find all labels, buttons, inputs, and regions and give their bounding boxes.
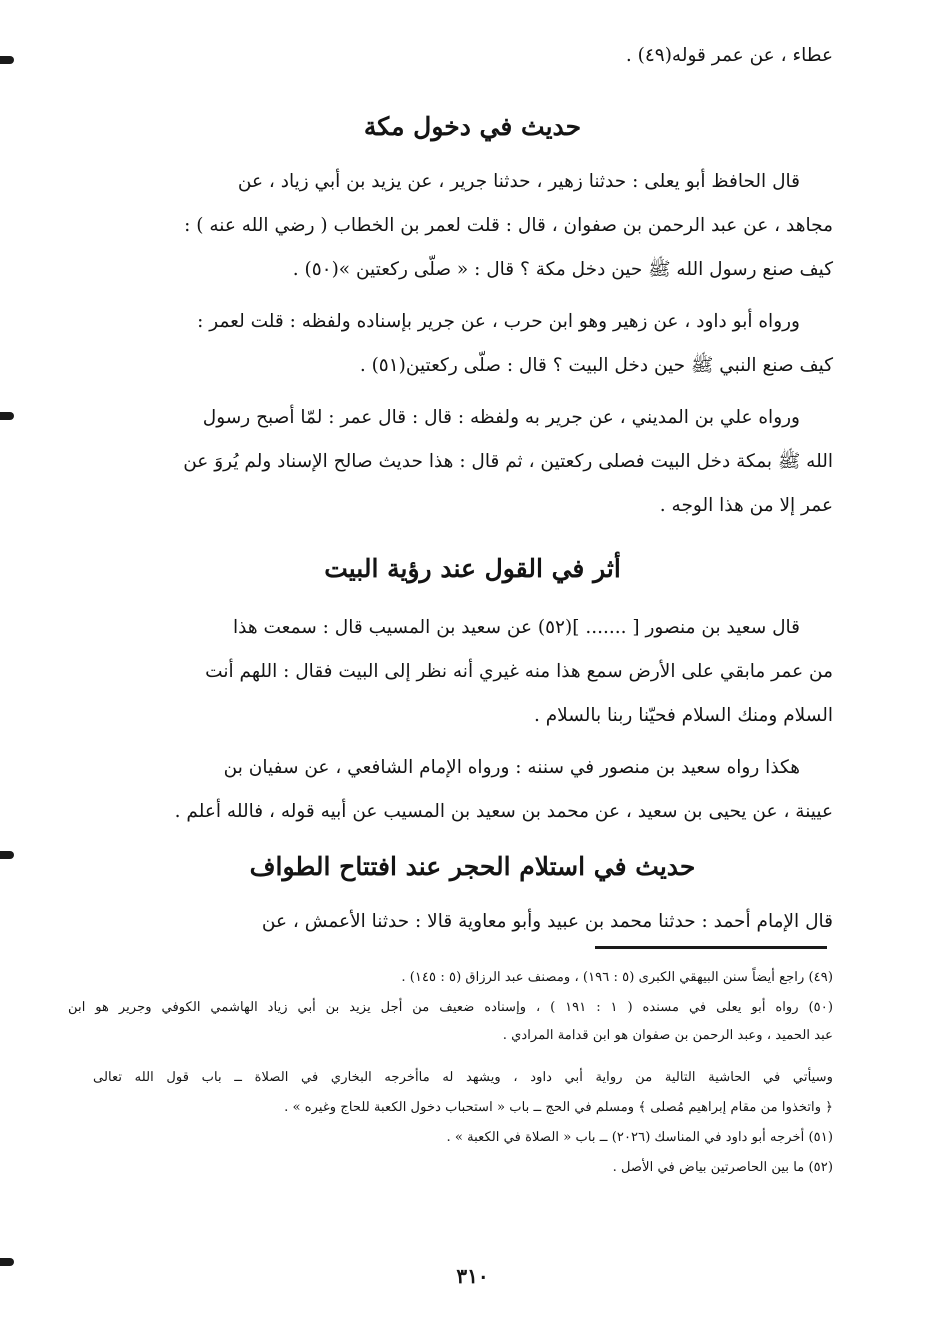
- text-line: قال سعيد بن منصور [ ....... ](٥٢) عن سعيد بن المسيب قال : سمعت هذا: [233, 617, 800, 638]
- text-line: هكذا رواه سعيد بن منصور في سننه : ورواه الإمام الشافعي ، عن سفيان بن: [223, 757, 800, 778]
- footnote: ﴿ واتخذوا من مقام إبراهيم مُصلى ﴾ ومسلم في الحج ــ باب « استحباب دخول الكعبة للحاج وغيره » .: [284, 1100, 833, 1115]
- text-line: من عمر مابقي على الأرض سمع هذا منه غيري أنه نظر إلى البيت فقال : اللهم أنت: [205, 661, 833, 682]
- section-heading: حديث في دخول مكة: [363, 112, 582, 141]
- footnote: (٤٩) راجع أيضاً سنن البيهقي الكبرى (٥ : ١٩٦) ، ومصنف عبد الرزاق (٥ : ١٤٥) .: [401, 970, 833, 985]
- text-line: مجاهد ، عن عبد الرحمن بن صفوان ، قال : قلت لعمر بن الخطاب ( رضي الله عنه ) :: [184, 215, 833, 236]
- page-number: ٣١٠: [456, 1264, 489, 1288]
- text-line: الله ﷺ بمكة دخل البيت فصلى ركعتين ، ثم قال : هذا حديث صالح الإسناد ولم يُروَ عن: [183, 451, 833, 472]
- text-line: عيينة ، عن يحيى بن سعيد ، عن محمد بن سعيد بن المسيب عن أبيه قوله ، فالله أعلم .: [174, 801, 833, 822]
- footnote: (٥٢) ما بين الحاصرتين بياض في الأصل .: [612, 1160, 833, 1175]
- footnote: وسيأتي في الحاشية التالية من رواية أبي داود ، ويشهد له ماأخرجه البخاري في الصلاة ــ باب قول الله تعالى: [93, 1070, 833, 1085]
- section-heading: أثر في القول عند رؤية البيت: [324, 554, 621, 583]
- footnote: (٥٠) رواه أبو يعلى في مسنده ( ١ : ١٩١ ) ، وإسناده ضعيف من أجل يزيد بن أبي زياد الهاشمي الكوفي وجرير هو ابن: [68, 1000, 833, 1015]
- text-line: ورواه علي بن المديني ، عن جرير به ولفظه : قال : قال عمر : لمّا أصبح رسول: [202, 407, 800, 428]
- section-heading: حديث في استلام الحجر عند افتتاح الطواف: [249, 852, 696, 881]
- text-line: ورواه أبو داود ، عن زهير وهو ابن حرب ، عن جرير بإسناده ولفظه : قلت لعمر :: [197, 311, 800, 332]
- footnote: عبد الحميد ، وعبد الرحمن بن صفوان هو ابن قدامة المرادي .: [502, 1028, 833, 1043]
- text-line: السلام ومنك السلام فحيّنا ربنا بالسلام .: [533, 705, 833, 726]
- footnote-separator: [595, 946, 827, 949]
- footnote: (٥١) أخرجه أبو داود في المناسك (٢٠٢٦) ــ باب « الصلاة في الكعبة » .: [446, 1130, 833, 1145]
- text-line: كيف صنع رسول الله ﷺ حين دخل مكة ؟ قال : « صلّى ركعتين »(٥٠) .: [292, 259, 833, 280]
- text-line: عمر إلا من هذا الوجه .: [659, 495, 833, 516]
- margin-mark: [0, 56, 14, 64]
- continuation-line: عطاء ، عن عمر قوله(٤٩) .: [625, 45, 833, 66]
- text-line: قال الحافظ أبو يعلى : حدثنا زهير ، حدثنا جرير ، عن يزيد بن أبي زياد ، عن: [237, 171, 800, 192]
- text-line: قال الإمام أحمد : حدثنا محمد بن عبيد وأبو معاوية قالا : حدثنا الأعمش ، عن: [261, 911, 833, 932]
- text-line: كيف صنع النبي ﷺ حين دخل البيت ؟ قال : صلّى ركعتين(٥١) .: [359, 355, 833, 376]
- margin-mark: [0, 412, 14, 420]
